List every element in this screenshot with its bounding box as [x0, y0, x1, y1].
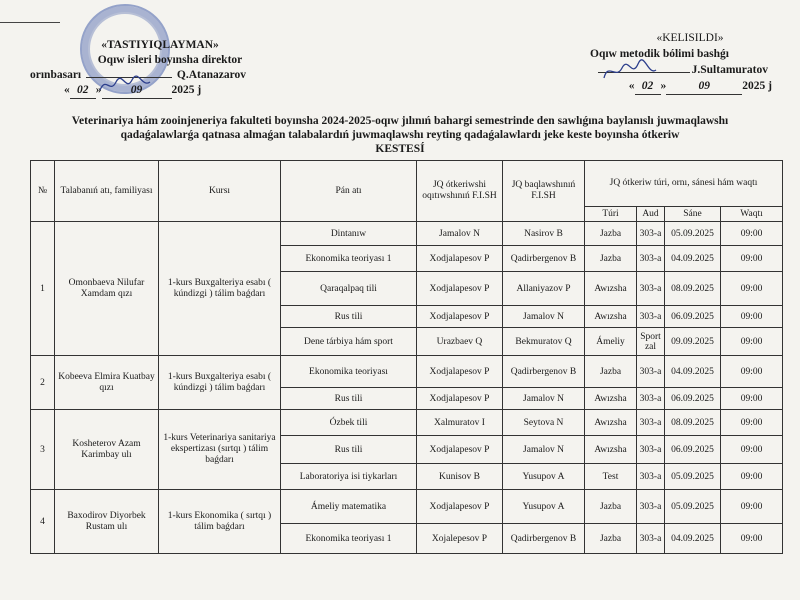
table-row — [31, 410, 783, 436]
student-number: 1 — [31, 222, 55, 356]
agreement-month: 09 — [666, 78, 742, 95]
exam-date: 05.09.2025 — [665, 490, 721, 524]
exam-room: 303-a — [637, 464, 665, 490]
student-name: Baxodirov Diyorbek Rustam ulı — [55, 490, 159, 554]
exam-type: Jazba — [585, 222, 637, 246]
exam-time: 09:00 — [721, 246, 783, 272]
passer: Xojalepesov P — [417, 524, 503, 554]
exam-type: Awızsha — [585, 272, 637, 306]
table-row — [31, 356, 783, 388]
closer: Nasirov B — [503, 222, 585, 246]
header-student: Talabanıń atı, familiyası — [55, 161, 159, 222]
student-name: Kobeeva Elmira Kuatbay qızı — [55, 356, 159, 410]
table-row — [31, 490, 783, 524]
approval-year: 2025 j — [171, 84, 202, 96]
exam-time: 09:00 — [721, 272, 783, 306]
exam-time: 09:00 — [721, 524, 783, 554]
exam-type: Jazba — [585, 524, 637, 554]
passer: Xodjalapesov P — [417, 306, 503, 328]
exam-room: 303-a — [637, 356, 665, 388]
passer: Xodjalapesov P — [417, 246, 503, 272]
header-type: Túri — [585, 207, 637, 222]
exam-time: 09:00 — [721, 436, 783, 464]
title-line-3: KESTESÍ — [375, 143, 425, 155]
exam-type: Awızsha — [585, 388, 637, 410]
closer: Jamalov N — [503, 388, 585, 410]
exam-type: Jazba — [585, 356, 637, 388]
closer: Qadirbergenov B — [503, 356, 585, 388]
closer: Qadirbergenov B — [503, 246, 585, 272]
exam-type: Awızsha — [585, 306, 637, 328]
header-date: Sáne — [665, 207, 721, 222]
exam-room: 303-a — [637, 490, 665, 524]
approval-day: 02 — [70, 83, 96, 99]
student-course: 1-kurs Veterinariya sanitariya ekspertizası (sırtqı ) tálim baǵdarı — [159, 410, 281, 490]
agreement-name-line — [560, 62, 780, 78]
exam-date: 06.09.2025 — [665, 436, 721, 464]
exam-time: 09:00 — [721, 410, 783, 436]
exam-room: 303-a — [637, 222, 665, 246]
exam-time: 09:00 — [721, 356, 783, 388]
exam-date: 05.09.2025 — [665, 222, 721, 246]
passer: Xodjalapesov P — [417, 272, 503, 306]
subject: Ámeliy matematika — [281, 490, 417, 524]
approval-org-line — [30, 68, 290, 83]
agreement-signature — [600, 58, 658, 84]
exam-type: Jazba — [585, 246, 637, 272]
header-group: JQ ótkeriw túri, ornı, sánesi hám waqtı — [585, 161, 783, 207]
agreement-year: 2025 j — [742, 80, 772, 92]
subject: Dintanıw — [281, 222, 417, 246]
closer: Jamalov N — [503, 436, 585, 464]
student-course: 1-kurs Ekonomika ( sırtqı ) tálim baǵdarı — [159, 490, 281, 554]
exam-date: 08.09.2025 — [665, 410, 721, 436]
exam-type: Jazba — [585, 490, 637, 524]
header-time: Waqtı — [721, 207, 783, 222]
subject: Ekonomika teoriyası 1 — [281, 246, 417, 272]
exam-type: Awızsha — [585, 436, 637, 464]
subject: Ekonomika teoriyası 1 — [281, 524, 417, 554]
subject: Qaraqalpaq tili — [281, 272, 417, 306]
schedule-table — [30, 160, 783, 554]
exam-date: 05.09.2025 — [665, 464, 721, 490]
exam-room: 303-a — [637, 272, 665, 306]
agreement-block — [560, 30, 780, 95]
header-course: Kursı — [159, 161, 281, 222]
header-passer: JQ ótkeriwshi oqıtıwshınıń F.I.SH — [417, 161, 503, 222]
approval-org: orınbasarı — [30, 69, 82, 81]
passer: Xalmuratov I — [417, 410, 503, 436]
passer: Jamalov N — [417, 222, 503, 246]
exam-room: 303-a — [637, 388, 665, 410]
agreement-title: «KELISILDI» — [656, 32, 724, 44]
exam-time: 09:00 — [721, 328, 783, 356]
header-num: № — [31, 161, 55, 222]
header-subject: Pán atı — [281, 161, 417, 222]
passer: Urazbaev Q — [417, 328, 503, 356]
passer: Xodjalapesov P — [417, 490, 503, 524]
exam-type: Test — [585, 464, 637, 490]
subject: Ekonomika teoriyası — [281, 356, 417, 388]
exam-date: 06.09.2025 — [665, 388, 721, 410]
student-course: 1-kurs Buxgalteriya esabı ( kúndizgi ) tálim baǵdarı — [159, 356, 281, 410]
agreement-name: J.Sultamuratov — [691, 64, 768, 76]
exam-date: 09.09.2025 — [665, 328, 721, 356]
agreement-role: Oqıw metodik bólimi bashǵı — [590, 48, 729, 60]
exam-room: 303-a — [637, 246, 665, 272]
title-line-1: Veterinariya hám zooinjeneriya fakulteti boyınsha 2024-2025-oqıw jılınıń bahargi semestrinde den sawlıǵına baylanıslı juwmaqlawshı — [71, 115, 729, 127]
closer: Yusupov A — [503, 490, 585, 524]
exam-room: 303-a — [637, 436, 665, 464]
approval-role: Oqıw isleri boyınsha direktor — [97, 54, 243, 66]
subject: Rus tili — [281, 306, 417, 328]
closer: Qadirbergenov B — [503, 524, 585, 554]
subject: Rus tili — [281, 388, 417, 410]
student-number: 3 — [31, 410, 55, 490]
exam-date: 04.09.2025 — [665, 246, 721, 272]
exam-type: Ámeliy — [585, 328, 637, 356]
header-closer: JQ baqlawshınıń F.I.SH — [503, 161, 585, 222]
student-name: Kosheterov Azam Karimbay ulı — [55, 410, 159, 490]
approval-signature — [96, 74, 154, 96]
approval-block — [30, 38, 290, 99]
table-row — [31, 222, 783, 246]
exam-room: 303-a — [637, 306, 665, 328]
closer: Bekmuratov Q — [503, 328, 585, 356]
passer: Xodjalapesov P — [417, 356, 503, 388]
exam-date: 08.09.2025 — [665, 272, 721, 306]
exam-time: 09:00 — [721, 464, 783, 490]
student-course: 1-kurs Buxgalteriya esabı ( kúndizgi ) tálim baǵdarı — [159, 222, 281, 356]
exam-time: 09:00 — [721, 222, 783, 246]
header-room: Aud — [637, 207, 665, 222]
approval-title: «TASTIYIQLAYMAN» — [101, 39, 219, 51]
exam-date: 04.09.2025 — [665, 356, 721, 388]
subject: Ózbek tili — [281, 410, 417, 436]
student-number: 2 — [31, 356, 55, 410]
agreement-date: « 02 » 09 2025 j — [560, 78, 780, 95]
student-number: 4 — [31, 490, 55, 554]
closer: Allaniyazov P — [503, 272, 585, 306]
exam-room: Sport zal — [637, 328, 665, 356]
passer: Kunisov B — [417, 464, 503, 490]
agreement-day: 02 — [635, 78, 661, 95]
approval-month: 09 — [102, 83, 172, 99]
exam-date: 04.09.2025 — [665, 524, 721, 554]
exam-time: 09:00 — [721, 306, 783, 328]
exam-time: 09:00 — [721, 388, 783, 410]
student-name: Omonbaeva Nilufar Xamdam qızı — [55, 222, 159, 356]
exam-date: 06.09.2025 — [665, 306, 721, 328]
closer: Yusupov A — [503, 464, 585, 490]
scan-edge-line — [0, 22, 60, 23]
exam-time: 09:00 — [721, 490, 783, 524]
closer: Seytova N — [503, 410, 585, 436]
exam-type: Awızsha — [585, 410, 637, 436]
title-line-2: qadaǵalawlarǵa qatnasa almaǵan talabalardıń juwmaqlawshı reyting qadaǵalawlardı jeke keste boyınsha ótkeriw — [120, 129, 680, 141]
approval-date: « 02 » 09 2025 j — [30, 83, 290, 99]
exam-room: 303-a — [637, 410, 665, 436]
passer: Xodjalapesov P — [417, 388, 503, 410]
closer: Jamalov N — [503, 306, 585, 328]
approval-name: Q.Atanazarov — [176, 69, 246, 81]
document-title — [40, 114, 760, 156]
passer: Xodjalapesov P — [417, 436, 503, 464]
subject: Rus tili — [281, 436, 417, 464]
subject: Dene tárbiya hám sport — [281, 328, 417, 356]
subject: Laboratoriya isi tiykarları — [281, 464, 417, 490]
exam-room: 303-a — [637, 524, 665, 554]
